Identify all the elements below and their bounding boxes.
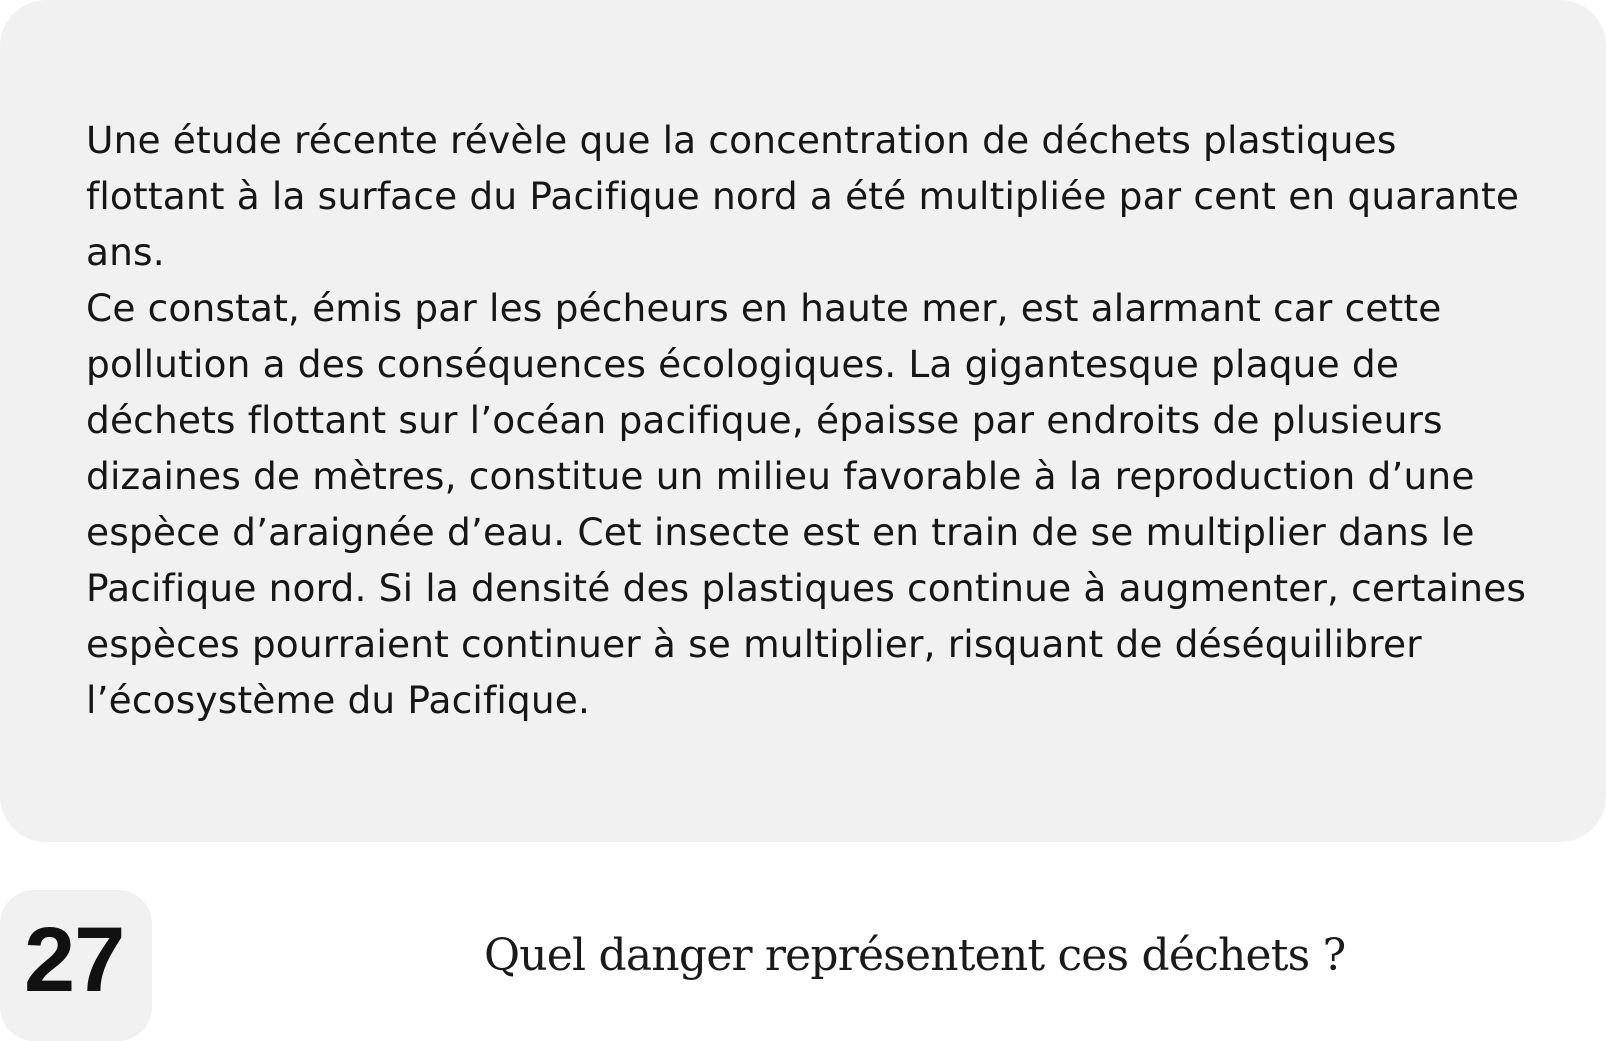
passage-paragraph-2: Ce constat, émis par les pécheurs en haute mer, est alarmant car cette pollution a des conséquences écologiques. La gigantesque plaque de déchets flottant sur l’océan pacifique, épaisse par endroits de plusieurs dizaines de mètres, constitue un milieu favorable à la reproduction d’une espèce d’araignée d’eau. Cet insecte est en train de se multiplier dans le Pacifique nord. Si la densité des plastiques continue à augmenter, certaines espèces pourraient continuer à se multiplier, risquant de déséquilibrer l’écosystème du Pacifique.	[86, 286, 1527, 722]
question-number: 27	[24, 909, 125, 1011]
passage-paragraph-1: Une étude récente révèle que la concentration de déchets plastiques flottant à la surface du Pacifique nord a été multipliée par cent en quarante ans.	[86, 118, 1520, 274]
question-text: Quel danger représentent ces déchets ?	[484, 930, 1346, 981]
